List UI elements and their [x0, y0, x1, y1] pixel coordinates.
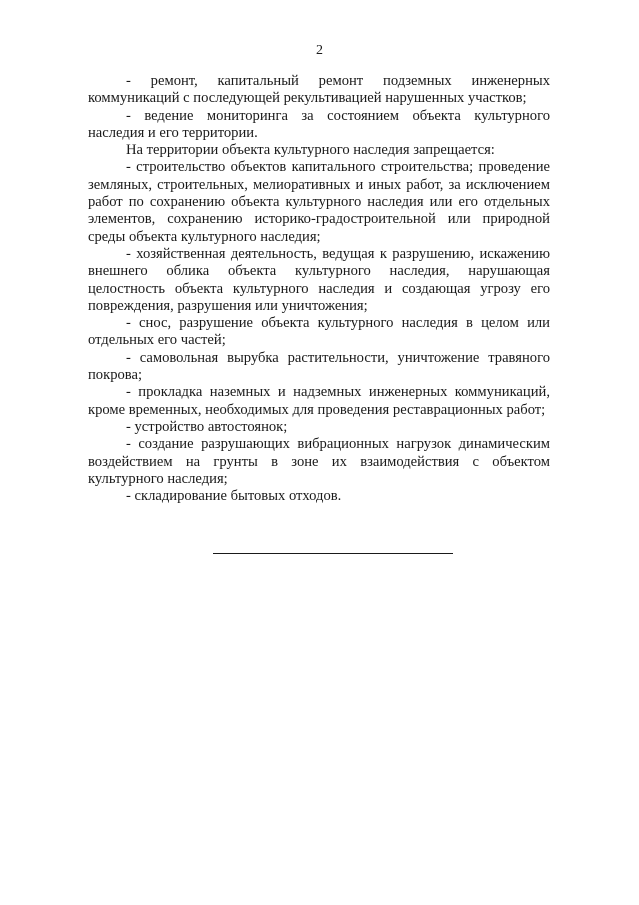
paragraph-monitoring: - ведение мониторинга за состоянием объекта культурного наследия и его территории. — [88, 107, 550, 141]
paragraph-tree-cutting: - самовольная вырубка растительности, уничтожение травяного покрова; — [88, 349, 550, 384]
paragraph-repair: - ремонт, капитальный ремонт подземных инженерных коммуникаций с последующей рекультивацией нарушенных участков; — [88, 73, 550, 107]
paragraph-utilities: - прокладка наземных и надземных инженерных коммуникаций, кроме временных, необходимых для проведения реставрационных работ; — [88, 384, 550, 418]
end-rule — [213, 553, 453, 554]
paragraph-demolition: - снос, разрушение объекта культурного наследия в целом или отдельных его частей; — [88, 315, 550, 349]
paragraph-vibration: - создание разрушающих вибрационных нагрузок динамическим воздействием на грунты в зоне их взаимодействия с объектом культурного наследия; — [88, 436, 550, 487]
paragraph-economic-activity: - хозяйственная деятельность, ведущая к разрушению, искажению внешнего облика объекта культурного наследия, нарушающая целостность объекта культурного наследия и создающая угрозу его повреждения, разрушения или уничтожения; — [88, 245, 550, 314]
paragraph-prohibitions-heading: На территории объекта культурного наследия запрещается: — [126, 142, 495, 159]
page-number: 2 — [316, 43, 323, 58]
paragraph-construction: - строительство объектов капитального строительства; проведение земляных, строительных, мелиоративных и иных работ, за исключением работ по сохранению объекта культурного наследия или его отдельных элементов, сохранению историко-градостроительной или природной среды объекта культурного наследия; — [88, 159, 550, 245]
paragraph-waste: - складирование бытовых отходов. — [126, 488, 342, 505]
document-body — [88, 73, 550, 505]
paragraph-parking: - устройство автостоянок; — [126, 418, 288, 435]
